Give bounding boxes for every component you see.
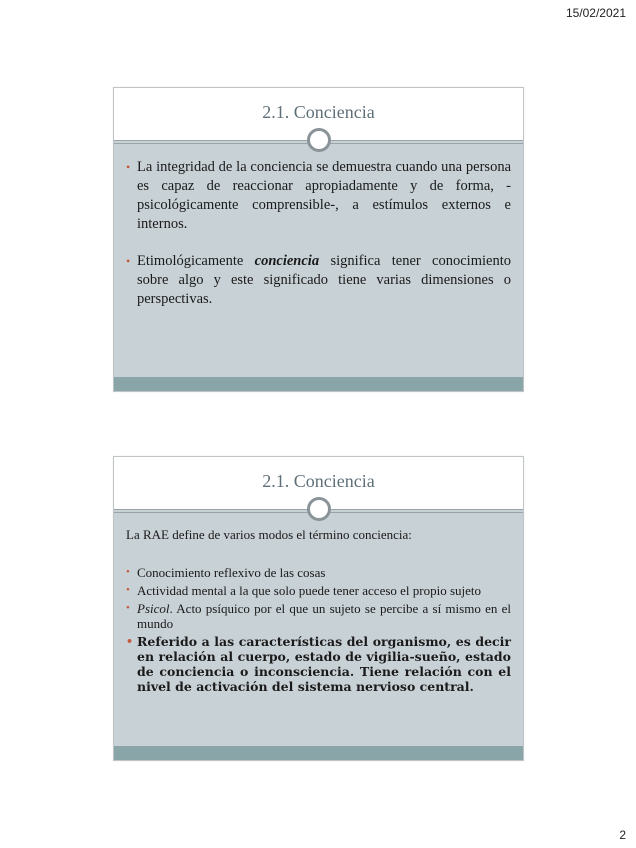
list-item-text: Referido a las características del organismo, es decir en relación al cuerpo, estado de vigilia-sueño, estado de conciencia o inconsciencia. Tiene relación con el nivel de activación del sistema nervioso central. — [137, 634, 511, 694]
slide-footer-bar — [114, 746, 523, 760]
print-date: 15/02/2021 — [565, 6, 626, 20]
header-circle-ornament — [307, 128, 331, 152]
list-item-text: Actividad mental a la que solo puede tener acceso el propio sujeto — [137, 583, 482, 598]
header-circle-ornament — [307, 497, 331, 521]
bullet-text-after: significa tener conocimiento sobre algo y este significado tiene varias dimensiones o perspectivas. — [137, 253, 511, 307]
bullet-icon: • — [126, 602, 130, 614]
bullet-icon: • — [126, 160, 131, 174]
slide-2 — [113, 456, 524, 761]
bullet-icon: • — [126, 635, 134, 648]
list-item-italic: Psicol — [137, 601, 170, 616]
bullet-icon: • — [126, 566, 130, 578]
slide-body — [126, 527, 511, 697]
slide-title: 2.1. Conciencia — [262, 471, 375, 491]
list-item-text: . Acto psíquico por el que un sujeto se percibe a sí mismo en el mundo — [137, 601, 511, 631]
list-item-text: Conocimiento reflexivo de las cosas — [137, 565, 326, 580]
slide-1 — [113, 87, 524, 392]
page-number: 2 — [619, 828, 626, 842]
bullet-text-emphasis: conciencia — [254, 253, 320, 269]
bullet-item — [126, 158, 511, 234]
slide-title: 2.1. Conciencia — [262, 102, 375, 122]
bullet-icon: • — [126, 584, 130, 596]
bullet-text-before: Etimológicamente — [137, 253, 255, 269]
bullet-text: La integridad de la conciencia se demuestra cuando una persona es capaz de reaccionar apropiadamente y de forma, -psicológicamente comprensible-, a estímulos externos e internos. — [137, 159, 511, 232]
slide-body — [126, 158, 511, 327]
list-item — [126, 565, 511, 580]
list-item — [126, 601, 511, 631]
bullet-item — [126, 252, 511, 309]
slide-footer-bar — [114, 377, 523, 391]
intro-text: La RAE define de varios modos el término conciencia: — [126, 527, 412, 542]
bullet-icon: • — [126, 254, 131, 268]
list-item — [126, 634, 511, 694]
list-item — [126, 583, 511, 598]
